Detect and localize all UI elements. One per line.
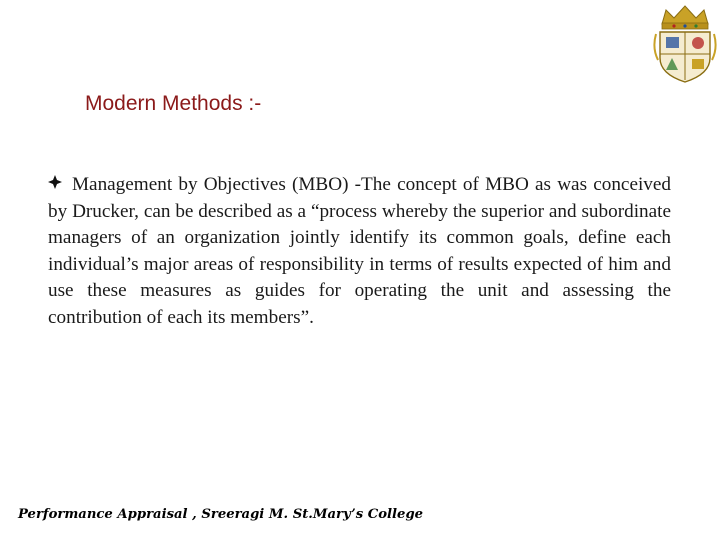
diamond-bullet-icon [48,171,62,198]
slide-title: Modern Methods :- [85,92,262,115]
bullet-paragraph [48,171,671,332]
bullet-text: Management by Objectives (MBO) -The concept of MBO as was conceived by Drucker, can be described as a “process whereby the superior and subordinate managers of an organization jointly identify its common goals, define each individual’s major areas of responsibility in terms of results expected of him and use these measures as guides for operating the unit and assessing the contribution of each its members”. [48,174,671,328]
college-crest-logo [652,4,718,84]
slide-footer: Performance Appraisal , Sreeragi M. St.Mary’s College [18,507,424,522]
